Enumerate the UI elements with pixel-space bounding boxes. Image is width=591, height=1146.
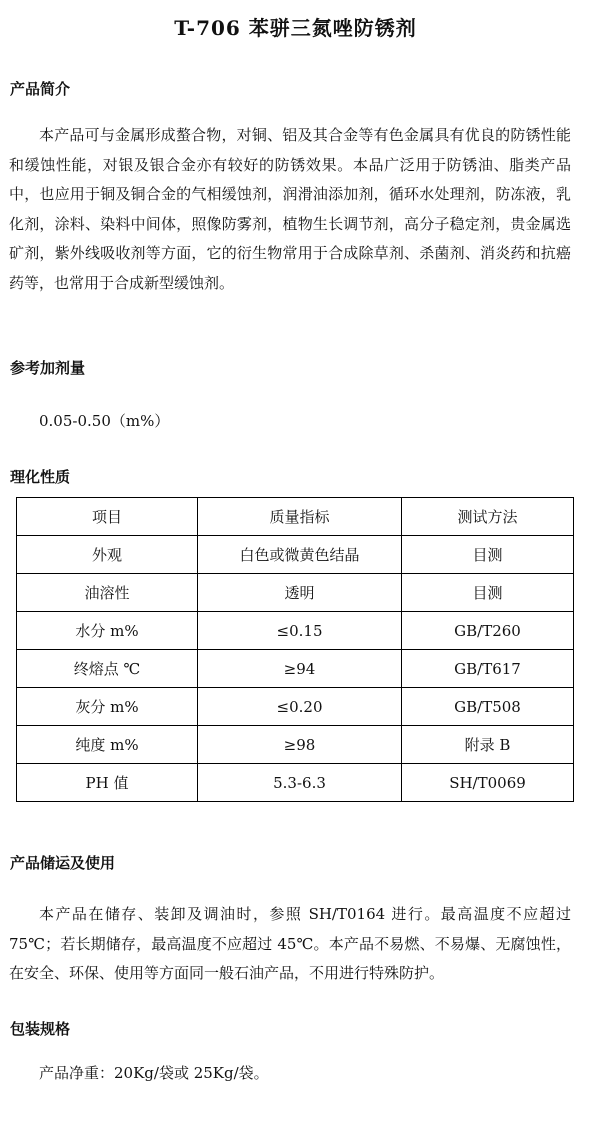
table-cell-method: 附录 B [402, 726, 574, 764]
table-cell-item: 外观 [17, 536, 198, 574]
table-cell-item: PH 值 [17, 764, 198, 802]
table-cell-method: GB/T617 [402, 650, 574, 688]
column-header: 质量指标 [198, 498, 402, 536]
dosage-value: 0.05-0.50（m%） [39, 412, 170, 430]
table-cell-method: 目测 [402, 574, 574, 612]
table-row [17, 650, 574, 688]
table-cell-spec: 5.3-6.3 [198, 764, 402, 802]
column-header: 项目 [17, 498, 198, 536]
table-cell-item: 油溶性 [17, 574, 198, 612]
column-header: 测试方法 [402, 498, 574, 536]
table-cell-item: 灰分 m% [17, 688, 198, 726]
table-cell-item: 终熔点 ℃ [17, 650, 198, 688]
table-cell-spec: 透明 [198, 574, 402, 612]
table-cell-method: 目测 [402, 536, 574, 574]
storage-paragraph: 本产品在储存、装卸及调油时，参照 SH/T0164 进行。最高温度不应超过 75℃；若长期储存，最高温度不应超过 45℃。本产品不易燃、不易爆、无腐蚀性，在安全、环保、使用等方面同一般石油产品，不用进行特殊防护。 [9, 905, 571, 983]
document-title: T-706 苯骈三氮唑防锈剂 [174, 16, 417, 40]
table-cell-method: GB/T260 [402, 612, 574, 650]
table-cell-method: SH/T0069 [402, 764, 574, 802]
table-header-row [17, 498, 574, 536]
table-cell-spec: 白色或微黄色结晶 [198, 536, 402, 574]
section-heading-properties: 理化性质 [10, 468, 71, 486]
table-cell-spec: ≥98 [198, 726, 402, 764]
table-cell-spec: ≤0.15 [198, 612, 402, 650]
table-row [17, 764, 574, 802]
section-heading-packaging: 包装规格 [10, 1020, 71, 1038]
table-cell-method: GB/T508 [402, 688, 574, 726]
table-row [17, 688, 574, 726]
table-row [17, 536, 574, 574]
table-cell-item: 水分 m% [17, 612, 198, 650]
table-cell-spec: ≤0.20 [198, 688, 402, 726]
packaging-text: 产品净重：20Kg/袋或 25Kg/袋。 [39, 1064, 269, 1082]
table-row [17, 574, 574, 612]
table-row [17, 612, 574, 650]
section-heading-intro: 产品简介 [10, 80, 71, 98]
section-heading-storage: 产品储运及使用 [10, 854, 116, 872]
properties-table [16, 497, 574, 802]
table-cell-item: 纯度 m% [17, 726, 198, 764]
table-cell-spec: ≥94 [198, 650, 402, 688]
intro-paragraph: 本产品可与金属形成螯合物，对铜、铝及其合金等有色金属具有优良的防锈性能和缓蚀性能，对银及银合金亦有较好的防锈效果。本品广泛用于防锈油、脂类产品中，也应用于铜及铜合金的气相缓蚀剂，润滑油添加剂，循环水处理剂，防冻液，乳化剂，涂料、染料中间体，照像防雾剂，植物生长调节剂，高分子稳定剂，贵金属选矿剂，紫外线吸收剂等方面，它的衍生物常用于合成除草剂、杀菌剂、消炎药和抗癌药等，也常用于合成新型缓蚀剂。 [9, 126, 571, 292]
table-row [17, 726, 574, 764]
section-heading-dosage: 参考加剂量 [10, 359, 86, 377]
